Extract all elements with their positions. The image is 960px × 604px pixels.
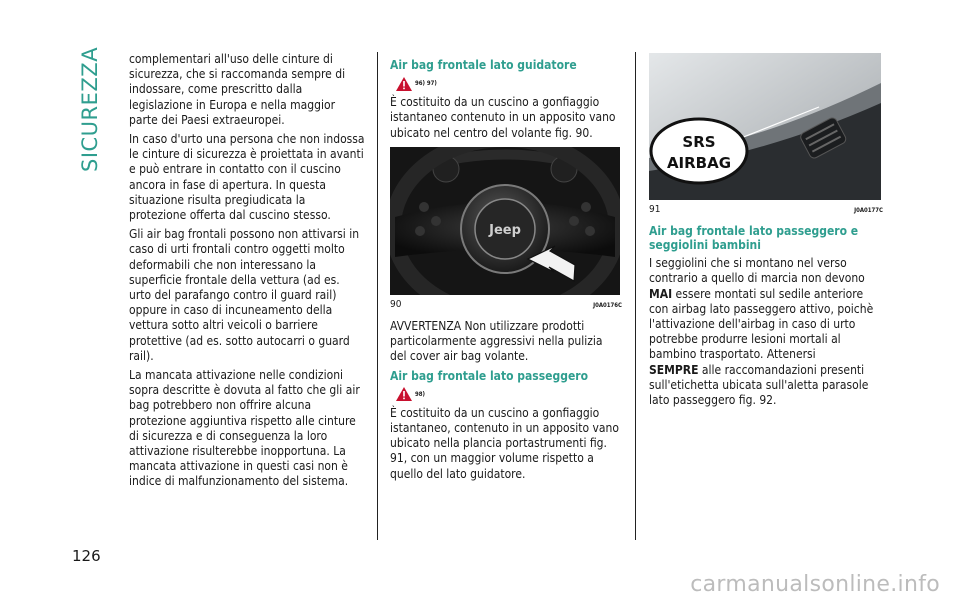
- figure-steering-wheel: [390, 147, 620, 295]
- paragraph: In caso d'urto una persona che non indossa le cinture di sicurezza è proiettata in avanti e può entrare in contatto con il cuscino ancora in fase di apertura. In questa situazione risulta pregiudicata la protezione offerta dal cuscino stesso.: [129, 132, 365, 223]
- figure-caption: [649, 202, 883, 218]
- text-segment: essere montati sul sedile anteriore con airbag lato passeggero attivo, poichè l'attivazione dell'airbag in caso di urto potrebbe produrre lesioni mortali al bambino trasportato. Attenersi: [649, 286, 874, 362]
- watermark: carmanualsonline.info: [690, 572, 940, 597]
- paragraph: AVVERTENZA Non utilizzare prodotti particolarmente aggressivi nella pulizia del cover air bag volante.: [390, 319, 603, 364]
- warning-refs: 96) 97): [415, 80, 437, 87]
- column-divider: [635, 52, 636, 540]
- steering-wheel-illustration: [390, 147, 620, 295]
- text-segment: I seggiolini che si montano nel verso contrario a quello di marcia non devono: [649, 256, 865, 286]
- text-segment: alle raccomandazioni presenti sull'etichetta ubicata sull'aletta parasole lato passeggero fig. 92.: [649, 362, 869, 408]
- paragraph: È costituito da un cuscino a gonfiaggio istantaneo contenuto in un apposito vano ubicato nel centro del volante fig. 90.: [390, 95, 616, 140]
- column-2: [390, 54, 622, 486]
- heading-passenger-airbag: Air bag frontale lato passeggero: [390, 368, 589, 383]
- column-1: [129, 52, 365, 494]
- figure-caption: [390, 297, 622, 313]
- warning-triangle-icon: [396, 387, 412, 401]
- warning-refs: 98): [415, 390, 425, 398]
- paragraph: Gli air bag frontali possono non attivarsi in caso di urti frontali contro oggetti molto deformabili che non interessano la superficie frontale della vettura (ad es. urto del parafango contro il guard rail) oppure in caso di incuneamento della vettura sotto altri veicoli o barriere protettive (ad es. sotto autocarri o guard rail).: [129, 227, 360, 363]
- jeep-logo: Jeep: [489, 222, 521, 238]
- heading-child-seats: Air bag frontale lato passeggero e seggiolini bambini: [649, 224, 859, 253]
- section-title: SICUREZZA: [78, 46, 102, 172]
- paragraph: È costituito da un cuscino a gonfiaggio istantaneo, contenuto in un apposito vano ubicato nella plancia portastrumenti fig. 91, con un maggior volume rispetto a quello del lato guidatore.: [390, 405, 619, 481]
- page-number: 126: [72, 547, 101, 565]
- warning-reference: [396, 76, 622, 91]
- figure-code: J0A0176C: [593, 301, 622, 309]
- emphasis-never: MAI: [649, 286, 673, 301]
- figure-dashboard: [649, 53, 881, 200]
- warning-triangle-icon: [396, 77, 412, 91]
- paragraph: complementari all'uso delle cinture di sicurezza, che si raccomanda sempre di indossare, come prescritto dalla legislazione in Europa e nella maggior parte dei Paesi extraeuropei.: [129, 52, 346, 127]
- dashboard-illustration: [649, 53, 881, 200]
- column-divider: [377, 52, 378, 540]
- heading-driver-airbag: Air bag frontale lato guidatore: [390, 58, 577, 72]
- figure-number: 90: [390, 298, 402, 310]
- warning-reference: [396, 387, 622, 402]
- column-3: [649, 53, 883, 412]
- paragraph-child-seats: [649, 256, 883, 408]
- emphasis-always: SEMPRE: [649, 362, 699, 377]
- paragraph: La mancata attivazione nelle condizioni sopra descritte è dovuta al fatto che gli air bag potrebbero non offrire alcuna protezione aggiuntiva rispetto alle cinture di sicurezza e di conseguenza la loro attivazione risulterebbe inopportuna. La mancata attivazione in questi casi non è indice di malfunzionamento del sistema.: [129, 368, 360, 489]
- airbag-label: AIRBAG: [666, 154, 732, 172]
- figure-number: 91: [649, 204, 661, 215]
- srs-label: SRS: [682, 133, 716, 151]
- figure-code: J0A0177C: [854, 207, 883, 214]
